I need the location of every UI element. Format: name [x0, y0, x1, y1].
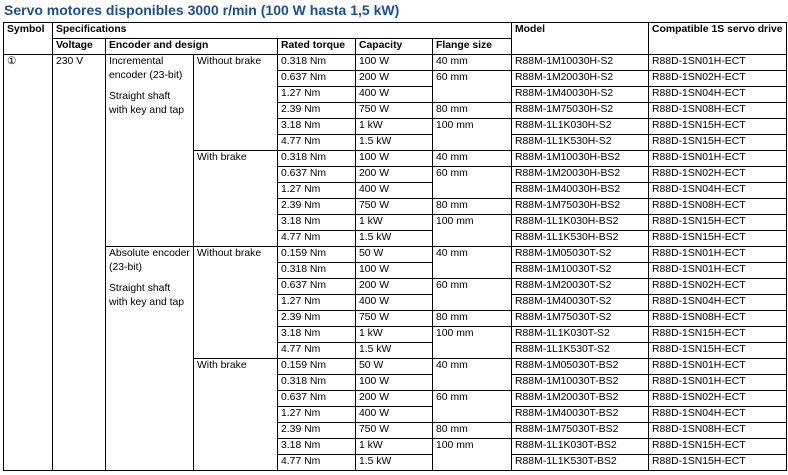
capacity-cell: 400 W	[356, 87, 433, 103]
col-header-symbol: Symbol	[4, 23, 53, 55]
flange-size-cell: 60 mm	[433, 391, 512, 423]
rated-torque-cell: 1.27 Nm	[278, 407, 356, 423]
compatible-drive-cell: R88D-1SN02H-ECT	[649, 167, 787, 183]
capacity-cell: 750 W	[356, 199, 433, 215]
col-header-capacity: Capacity	[356, 39, 433, 55]
flange-size-cell: 100 mm	[433, 119, 512, 151]
capacity-cell: 1 kW	[356, 215, 433, 231]
spacer	[109, 275, 190, 282]
rated-torque-cell: 0.159 Nm	[278, 359, 356, 375]
model-cell: R88M-1M75030T-S2	[512, 311, 649, 327]
capacity-cell: 1.5 kW	[356, 231, 433, 247]
capacity-cell: 1 kW	[356, 119, 433, 135]
flange-size-cell: 40 mm	[433, 151, 512, 167]
table-row	[4, 55, 787, 71]
rated-torque-cell: 0.318 Nm	[278, 55, 356, 71]
shaft-design: Straight shaft with key and tap	[109, 91, 185, 116]
model-cell: R88M-1M10030T-BS2	[512, 375, 649, 391]
capacity-cell: 1.5 kW	[356, 135, 433, 151]
model-cell: R88M-1M10030H-BS2	[512, 151, 649, 167]
flange-size-cell: 60 mm	[433, 71, 512, 103]
rated-torque-cell: 2.39 Nm	[278, 311, 356, 327]
col-header-rated-torque: Rated torque	[278, 39, 356, 55]
rated-torque-cell: 0.637 Nm	[278, 279, 356, 295]
compatible-drive-cell: R88D-1SN04H-ECT	[649, 407, 787, 423]
rated-torque-cell: 3.18 Nm	[278, 119, 356, 135]
model-cell: R88M-1M10030H-S2	[512, 55, 649, 71]
model-cell: R88M-1L1K530H-BS2	[512, 231, 649, 247]
table-row	[4, 247, 787, 263]
model-cell: R88M-1L1K530T-BS2	[512, 455, 649, 471]
compatible-drive-cell: R88D-1SN08H-ECT	[649, 199, 787, 215]
rated-torque-cell: 0.318 Nm	[278, 375, 356, 391]
compatible-drive-cell: R88D-1SN15H-ECT	[649, 439, 787, 455]
brake-cell: With brake	[194, 151, 278, 247]
compatible-drive-cell: R88D-1SN01H-ECT	[649, 359, 787, 375]
capacity-cell: 100 W	[356, 263, 433, 279]
compatible-drive-cell: R88D-1SN15H-ECT	[649, 455, 787, 471]
col-header-compatible-drive: Compatible 1S servo drive	[649, 23, 787, 55]
compatible-drive-cell: R88D-1SN04H-ECT	[649, 183, 787, 199]
model-cell: R88M-1M20030T-BS2	[512, 391, 649, 407]
model-cell: R88M-1M75030H-S2	[512, 103, 649, 119]
col-header-flange-size: Flange size	[433, 39, 512, 55]
capacity-cell: 100 W	[356, 375, 433, 391]
voltage-cell: 230 V	[53, 55, 106, 471]
compatible-drive-cell: R88D-1SN15H-ECT	[649, 135, 787, 151]
compatible-drive-cell: R88D-1SN02H-ECT	[649, 279, 787, 295]
model-cell: R88M-1L1K030H-S2	[512, 119, 649, 135]
page-title: Servo motores disponibles 3000 r/min (100 W hasta 1,5 kW)	[4, 2, 400, 18]
compatible-drive-cell: R88D-1SN08H-ECT	[649, 423, 787, 439]
flange-size-cell: 80 mm	[433, 311, 512, 327]
rated-torque-cell: 3.18 Nm	[278, 439, 356, 455]
col-header-voltage: Voltage	[53, 39, 106, 55]
rated-torque-cell: 2.39 Nm	[278, 103, 356, 119]
flange-size-cell: 40 mm	[433, 359, 512, 391]
model-cell: R88M-1M40030T-S2	[512, 295, 649, 311]
capacity-cell: 750 W	[356, 103, 433, 119]
flange-size-cell: 60 mm	[433, 279, 512, 311]
flange-size-cell: 80 mm	[433, 103, 512, 119]
compatible-drive-cell: R88D-1SN08H-ECT	[649, 103, 787, 119]
brake-cell: With brake	[194, 359, 278, 471]
model-cell: R88M-1M20030T-S2	[512, 279, 649, 295]
capacity-cell: 1.5 kW	[356, 455, 433, 471]
compatible-drive-cell: R88D-1SN15H-ECT	[649, 215, 787, 231]
encoder-type: Incremental encoder (23-bit)	[109, 56, 183, 81]
capacity-cell: 50 W	[356, 359, 433, 375]
symbol-cell: ①	[4, 55, 53, 471]
model-cell: R88M-1M05030T-BS2	[512, 359, 649, 375]
encoder-design-cell	[106, 247, 194, 471]
rated-torque-cell: 0.318 Nm	[278, 151, 356, 167]
rated-torque-cell: 4.77 Nm	[278, 135, 356, 151]
encoder-type: Absolute encoder (23-bit)	[109, 248, 190, 273]
compatible-drive-cell: R88D-1SN01H-ECT	[649, 375, 787, 391]
rated-torque-cell: 2.39 Nm	[278, 423, 356, 439]
model-cell: R88M-1L1K030T-S2	[512, 327, 649, 343]
capacity-cell: 100 W	[356, 55, 433, 71]
rated-torque-cell: 0.159 Nm	[278, 247, 356, 263]
capacity-cell: 750 W	[356, 311, 433, 327]
compatible-drive-cell: R88D-1SN02H-ECT	[649, 391, 787, 407]
rated-torque-cell: 0.637 Nm	[278, 71, 356, 87]
capacity-cell: 750 W	[356, 423, 433, 439]
flange-size-cell: 80 mm	[433, 199, 512, 215]
capacity-cell: 400 W	[356, 183, 433, 199]
compatible-drive-cell: R88D-1SN01H-ECT	[649, 263, 787, 279]
capacity-cell: 400 W	[356, 295, 433, 311]
compatible-drive-cell: R88D-1SN15H-ECT	[649, 119, 787, 135]
compatible-drive-cell: R88D-1SN02H-ECT	[649, 71, 787, 87]
model-cell: R88M-1L1K530T-S2	[512, 343, 649, 359]
rated-torque-cell: 0.318 Nm	[278, 263, 356, 279]
encoder-design-cell	[106, 55, 194, 247]
flange-size-cell: 40 mm	[433, 55, 512, 71]
capacity-cell: 200 W	[356, 167, 433, 183]
capacity-cell: 200 W	[356, 71, 433, 87]
compatible-drive-cell: R88D-1SN15H-ECT	[649, 343, 787, 359]
col-header-encoder-design: Encoder and design	[106, 39, 278, 55]
brake-cell: Without brake	[194, 247, 278, 359]
table-body	[4, 55, 787, 471]
shaft-design: Straight shaft with key and tap	[109, 283, 185, 308]
spacer	[109, 83, 190, 90]
flange-size-cell: 80 mm	[433, 423, 512, 439]
capacity-cell: 200 W	[356, 391, 433, 407]
model-cell: R88M-1M20030H-BS2	[512, 167, 649, 183]
capacity-cell: 400 W	[356, 407, 433, 423]
model-cell: R88M-1M75030T-BS2	[512, 423, 649, 439]
capacity-cell: 1 kW	[356, 439, 433, 455]
rated-torque-cell: 1.27 Nm	[278, 87, 356, 103]
rated-torque-cell: 3.18 Nm	[278, 327, 356, 343]
rated-torque-cell: 0.637 Nm	[278, 167, 356, 183]
flange-size-cell: 100 mm	[433, 327, 512, 359]
header-row-1	[4, 23, 787, 39]
rated-torque-cell: 2.39 Nm	[278, 199, 356, 215]
capacity-cell: 50 W	[356, 247, 433, 263]
rated-torque-cell: 4.77 Nm	[278, 343, 356, 359]
model-cell: R88M-1M10030T-S2	[512, 263, 649, 279]
compatible-drive-cell: R88D-1SN01H-ECT	[649, 55, 787, 71]
compatible-drive-cell: R88D-1SN15H-ECT	[649, 327, 787, 343]
flange-size-cell: 40 mm	[433, 247, 512, 279]
col-header-model: Model	[512, 23, 649, 55]
compatible-drive-cell: R88D-1SN04H-ECT	[649, 295, 787, 311]
compatible-drive-cell: R88D-1SN01H-ECT	[649, 151, 787, 167]
capacity-cell: 1.5 kW	[356, 343, 433, 359]
model-cell: R88M-1M40030T-BS2	[512, 407, 649, 423]
model-cell: R88M-1L1K030T-BS2	[512, 439, 649, 455]
compatible-drive-cell: R88D-1SN15H-ECT	[649, 231, 787, 247]
rated-torque-cell: 1.27 Nm	[278, 183, 356, 199]
capacity-cell: 100 W	[356, 151, 433, 167]
flange-size-cell: 60 mm	[433, 167, 512, 199]
model-cell: R88M-1M05030T-S2	[512, 247, 649, 263]
model-cell: R88M-1M40030H-BS2	[512, 183, 649, 199]
model-cell: R88M-1M40030H-S2	[512, 87, 649, 103]
brake-cell: Without brake	[194, 55, 278, 151]
model-cell: R88M-1L1K530H-S2	[512, 135, 649, 151]
compatible-drive-cell: R88D-1SN01H-ECT	[649, 247, 787, 263]
rated-torque-cell: 4.77 Nm	[278, 455, 356, 471]
rated-torque-cell: 0.637 Nm	[278, 391, 356, 407]
rated-torque-cell: 3.18 Nm	[278, 215, 356, 231]
flange-size-cell: 100 mm	[433, 439, 512, 471]
model-cell: R88M-1M20030H-S2	[512, 71, 649, 87]
compatible-drive-cell: R88D-1SN08H-ECT	[649, 311, 787, 327]
capacity-cell: 1 kW	[356, 327, 433, 343]
flange-size-cell: 100 mm	[433, 215, 512, 247]
col-header-specifications: Specifications	[53, 23, 512, 39]
model-cell: R88M-1L1K030H-BS2	[512, 215, 649, 231]
servo-motor-table	[3, 22, 787, 471]
rated-torque-cell: 4.77 Nm	[278, 231, 356, 247]
model-cell: R88M-1M75030H-BS2	[512, 199, 649, 215]
rated-torque-cell: 1.27 Nm	[278, 295, 356, 311]
compatible-drive-cell: R88D-1SN04H-ECT	[649, 87, 787, 103]
capacity-cell: 200 W	[356, 279, 433, 295]
